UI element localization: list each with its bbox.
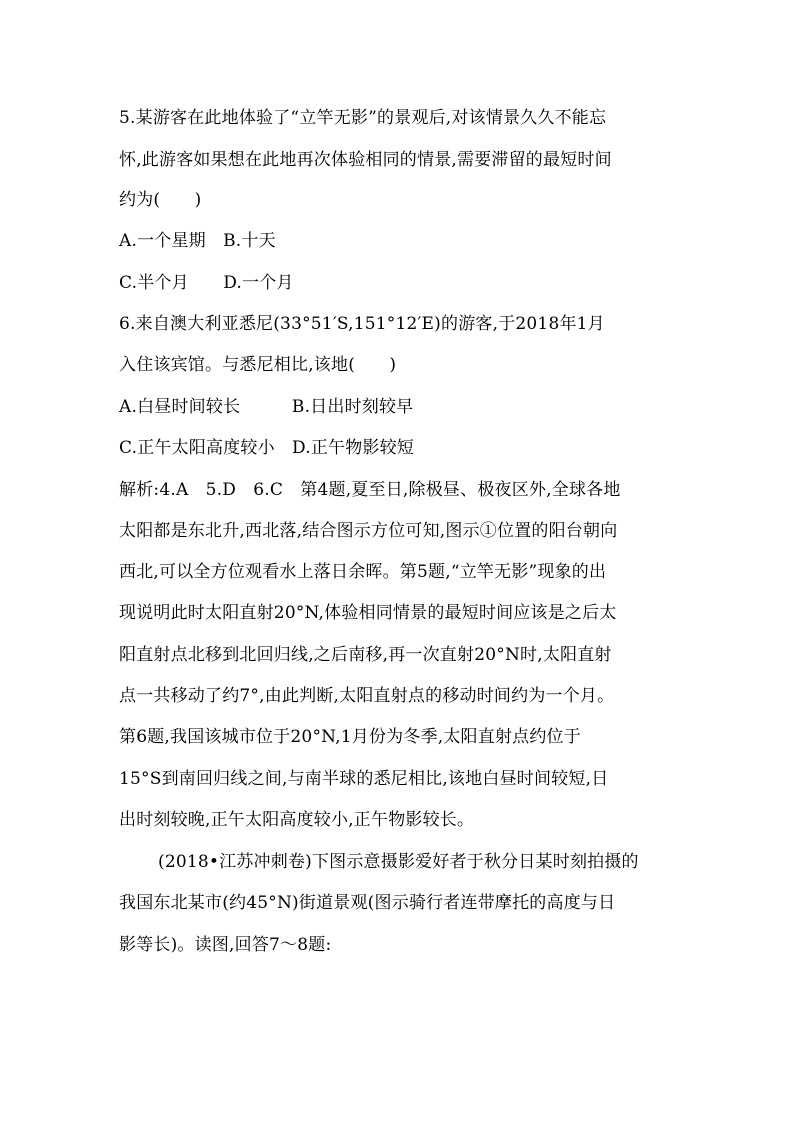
q5-stem-line-3: 约为( ) xyxy=(119,190,202,210)
intro-line-1: (2018•江苏冲刺卷)下图示意摄影爱好者于秋分日某时刻拍摄的 xyxy=(158,852,639,872)
intro-line-3: 影等长)。读图,回答7～8题: xyxy=(119,935,332,955)
analysis-line-2: 太阳都是东北升,西北落,结合图示方位可知,图示①位置的阳台朝向 xyxy=(119,521,618,541)
q5-stem-line-2: 怀,此游客如果想在此地再次体验相同的情景,需要滞留的最短时间 xyxy=(119,150,612,170)
q5-options-cd: C.半个月 D.一个月 xyxy=(119,273,294,293)
q6-stem-line-1: 6.来自澳大利亚悉尼(33°51′S,151°12′E)的游客,于2018年1月 xyxy=(119,314,605,334)
analysis-line-6: 点一共移动了约7°,由此判断,太阳直射点的移动时间约为一个月。 xyxy=(119,686,615,706)
analysis-line-4: 现说明此时太阳直射20°N,体验相同情景的最短时间应该是之后太 xyxy=(119,603,617,623)
analysis-line-8: 15°S到南回归线之间,与南半球的悉尼相比,该地白昼时间较短,日 xyxy=(119,769,609,789)
analysis-line-5: 阳直射点北移到北回归线,之后南移,再一次直射20°N时,太阳直射 xyxy=(119,645,612,665)
intro-line-2: 我国东北某市(约45°N)街道景观(图示骑行者连带摩托的高度与日 xyxy=(119,893,616,913)
analysis-line-1: 解析:4.A 5.D 6.C 第4题,夏至日,除极昼、极夜区外,全球各地 xyxy=(119,480,621,500)
q5-options-ab: A.一个星期 B.十天 xyxy=(119,231,276,251)
q5-stem-line-1: 5.某游客在此地体验了“立竿无影”的景观后,对该情景久久不能忘 xyxy=(119,108,607,128)
analysis-line-7: 第6题,我国该城市位于20°N,1月份为冬季,太阳直射点约位于 xyxy=(119,727,581,747)
q6-options-ab: A.白昼时间较长 B.日出时刻较早 xyxy=(119,397,414,417)
analysis-line-9: 出时刻较晚,正午太阳高度较小,正午物影较长。 xyxy=(119,810,475,830)
q6-stem-line-2: 入住该宾馆。与悉尼相比,该地( ) xyxy=(119,355,397,375)
analysis-line-3: 西北,可以全方位观看水上落日余晖。第5题,“立竿无影”现象的出 xyxy=(119,562,607,582)
q6-options-cd: C.正午太阳高度较小 D.正午物影较短 xyxy=(119,438,415,458)
